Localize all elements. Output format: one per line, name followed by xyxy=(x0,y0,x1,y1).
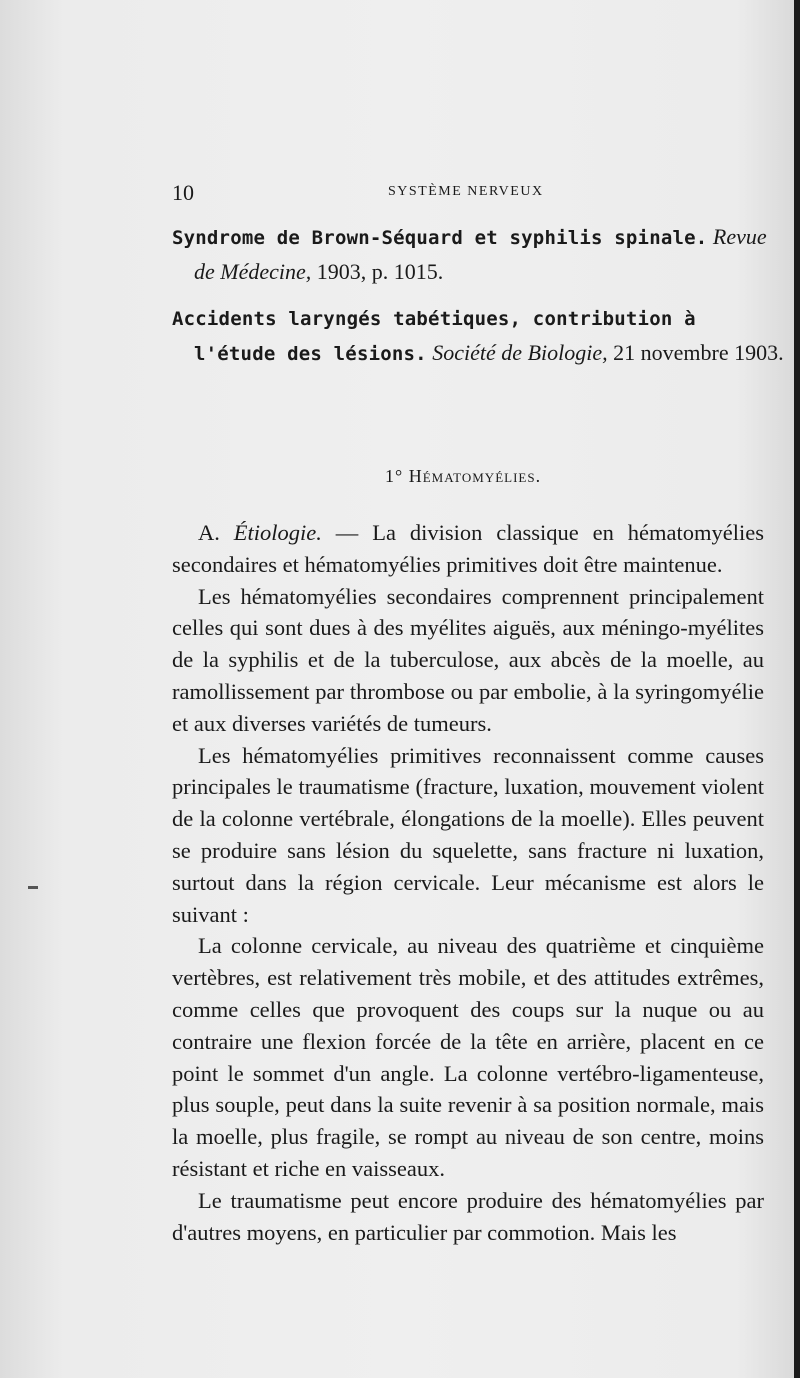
reference-list xyxy=(172,220,784,383)
paragraph xyxy=(172,517,764,581)
page-header xyxy=(172,180,772,208)
section-number: 1° xyxy=(385,466,404,486)
reference-journal: Société de Biologie, xyxy=(432,340,608,365)
body-text xyxy=(172,517,764,1248)
subsection-heading: Étiologie. xyxy=(233,520,322,545)
paragraph: Les hématomyélies primitives reconnaissent comme causes principales le traumatisme (fracture, luxation, mouvement violent de la colonne vertébrale, élongations de la moelle). Elles peuvent se produire sans lésion du squelette, sans fracture ni luxation, surtout dans la région cervicale. Leur mécanisme est alors le suivant : xyxy=(172,742,764,927)
paragraph: Les hématomyélies secondaires comprennent principalement celles qui sont dues à des myélites aiguës, aux méningo-myélites de la syphilis et de la tuberculose, aux abcès de la moelle, au ramollissement par thrombose ou par embolie, à la syringomyélie et aux diverses variétés de tumeurs. xyxy=(172,583,764,736)
paragraph: Le traumatisme peut encore produire des hématomyélies par d'autres moyens, en particulier par commotion. Mais les xyxy=(172,1187,764,1245)
scan-mark xyxy=(28,886,38,889)
reference-item xyxy=(172,301,784,371)
scan-edge xyxy=(794,0,800,1378)
paragraph: La colonne cervicale, au niveau des quatrième et cinquième vertèbres, est relativement très mobile, et des attitudes extrêmes, comme celles que provoquent des coups sur la nuque ou au contraire une flexion forcée de la tête en arrière, placent en ce point le sommet d'un angle. La colonne vertébro-ligamenteuse, plus souple, peut dans la suite revenir à sa position normale, mais la moelle, plus fragile, se rompt au niveau de son centre, moins résistant et riche en vaisseaux. xyxy=(172,933,764,1181)
reference-details: 21 novembre 1903. xyxy=(607,340,784,365)
reference-details: 1903, p. 1015. xyxy=(311,259,444,284)
page-number: 10 xyxy=(172,180,194,205)
reference-item xyxy=(172,220,784,289)
section-title: Hématomyélies. xyxy=(408,466,542,486)
reference-title: Syndrome de Brown-Séquard et syphilis spinale. xyxy=(172,227,708,249)
reference-journal: Revue de Médecine, xyxy=(194,224,767,284)
paragraph-text: — La division classique en hématomyélies secondaires et hématomyélies primitives doit être maintenue. xyxy=(172,520,764,577)
reference-title: Accidents laryngés tabétiques, contribution à l'étude des lésions. xyxy=(172,308,696,365)
subsection-label: A. xyxy=(198,520,220,545)
running-title: SYSTÈME NERVEUX xyxy=(388,184,544,199)
section-heading xyxy=(385,466,541,487)
